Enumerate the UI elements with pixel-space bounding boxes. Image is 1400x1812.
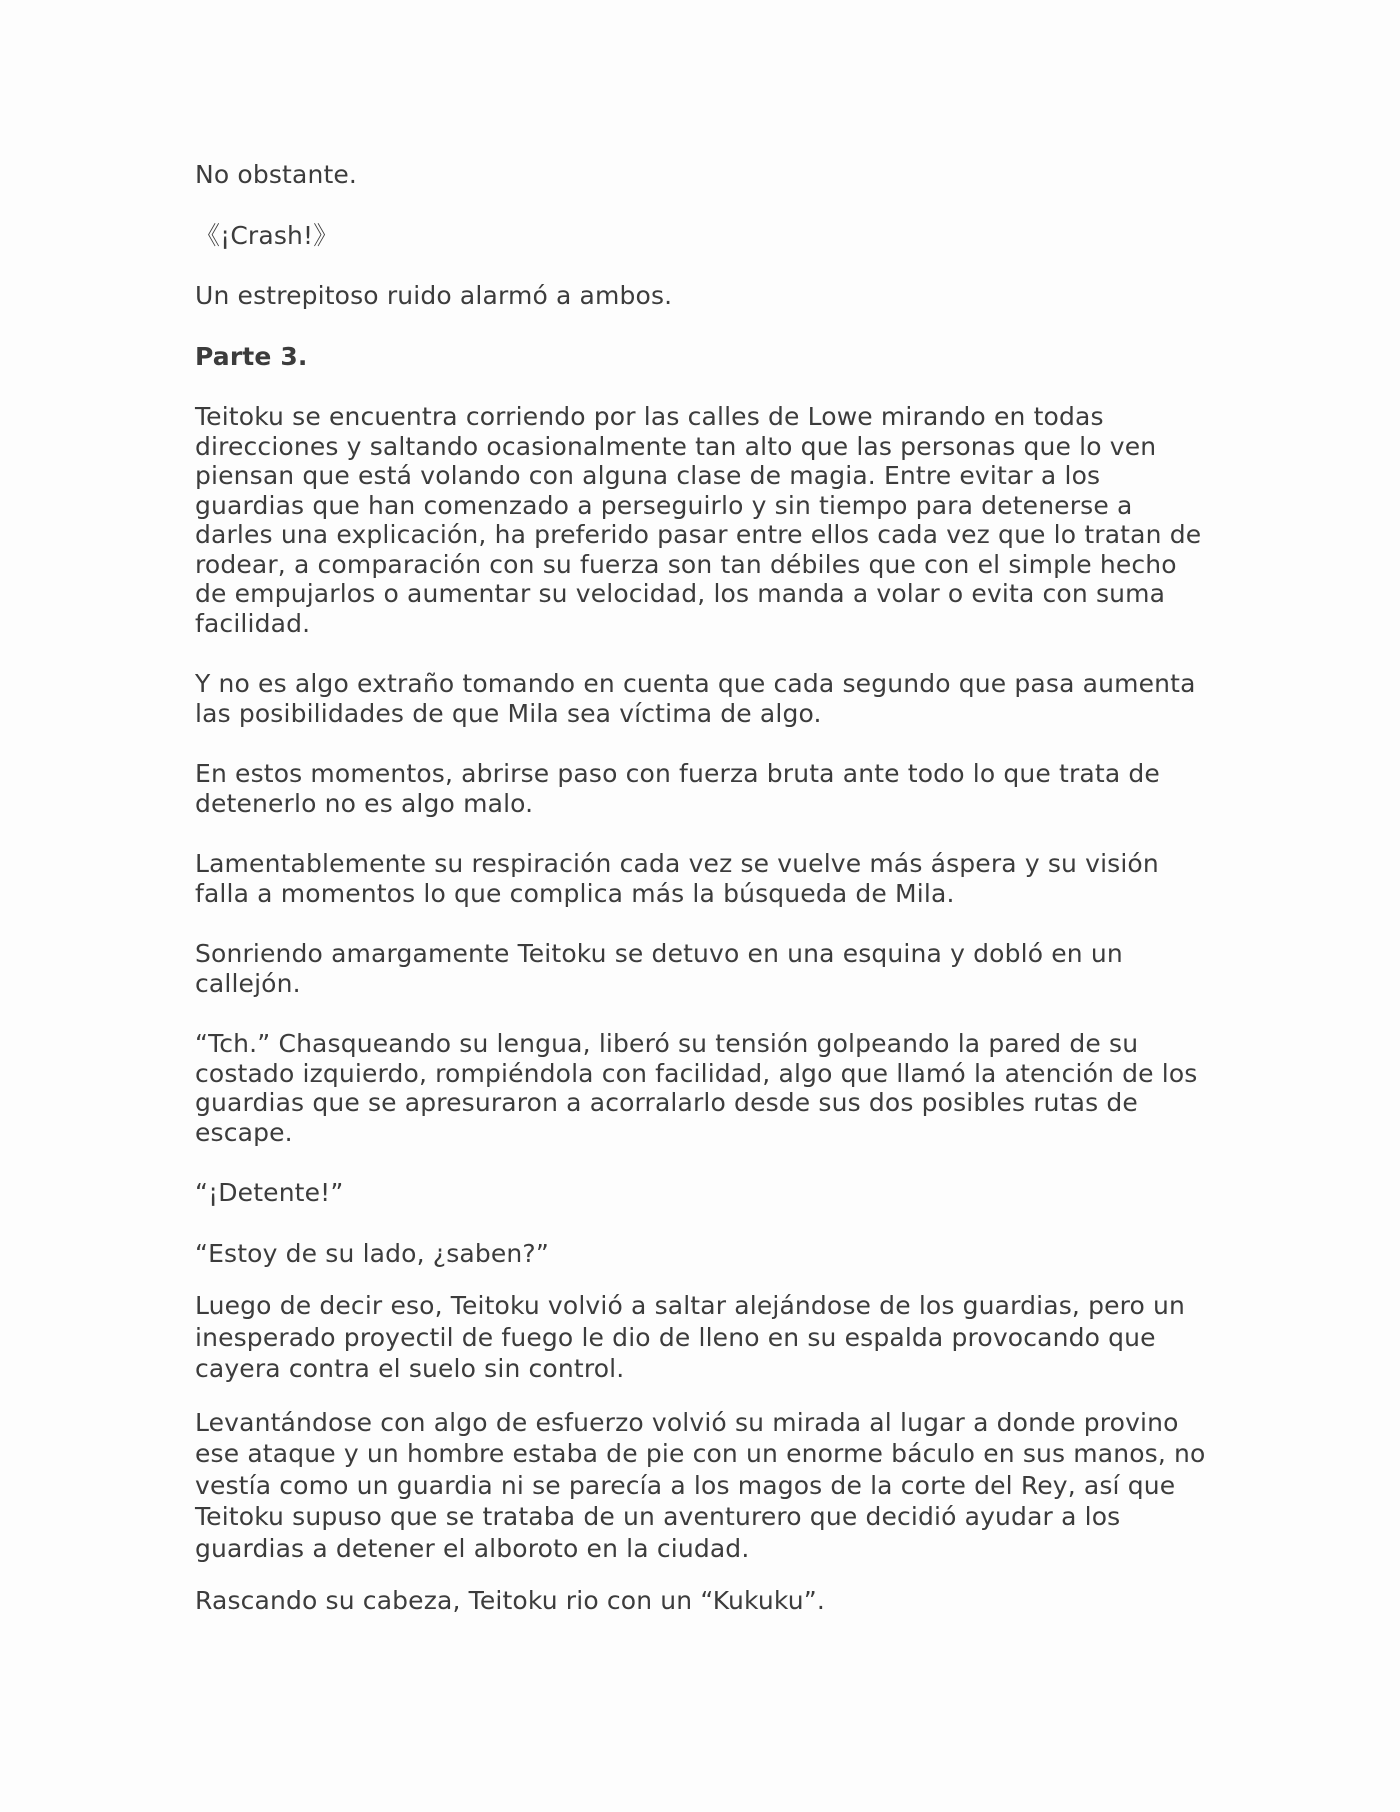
section-heading: Parte 3. — [195, 341, 308, 371]
paragraph-algo-extrano: Y no es algo extraño tomando en cuenta que cada segundo que pasa aumenta las posibilidades de que Mila sea víctima de algo. — [195, 669, 1196, 728]
paragraph-crash: 《¡Crash!》 — [195, 220, 339, 250]
paragraph-fuerza-bruta: En estos momentos, abrirse paso con fuerza bruta ante todo lo que trata de detenerlo no es algo malo. — [195, 759, 1160, 818]
paragraph-aventurero: Levantándose con algo de esfuerzo volvió su mirada al lugar a donde provino ese ataque y un hombre estaba de pie con un enorme báculo en sus manos, no vestía como un guardia ni se parecía a los magos de la corte del Rey, así que Teitoku supuso que se trataba de un aventurero que decidió ayudar a los guardias a detener el alboroto en la ciudad. — [195, 1407, 1206, 1563]
paragraph-no-obstante: No obstante. — [195, 160, 358, 189]
paragraph-detente: “¡Detente!” — [195, 1178, 344, 1207]
paragraph-teitoku-corriendo: Teitoku se encuentra corriendo por las calles de Lowe mirando en todas direcciones y saltando ocasionalmente tan alto que las personas que lo ven piensan que está volando con alguna clase de magia. Entre evitar a los guardias que han comenzado a perseguirlo y sin tiempo para detenerse a darles una explicación, ha preferido pasar entre ellos cada vez que lo tratan de rodear, a comparación con su fuerza son tan débiles que con el simple hecho de empujarlos o aumentar su velocidad, los manda a volar o evita con suma facilidad. — [195, 402, 1202, 638]
paragraph-tch: “Tch.” Chasqueando su lengua, liberó su tensión golpeando la pared de su costado izquierdo, rompiéndola con facilidad, algo que llamó la atención de los guardias que se apresuraron a acorralarlo desde sus dos posibles rutas de escape. — [195, 1029, 1198, 1147]
paragraph-kukuku: Rascando su cabeza, Teitoku rio con un “Kukuku”. — [195, 1586, 825, 1615]
paragraph-callejon: Sonriendo amargamente Teitoku se detuvo en una esquina y dobló en un callejón. — [195, 939, 1123, 998]
paragraph-proyectil: Luego de decir eso, Teitoku volvió a saltar alejándose de los guardias, pero un inesperado proyectil de fuego le dio de lleno en su espalda provocando que cayera contra el suelo sin control. — [195, 1291, 1186, 1383]
paragraph-ruido: Un estrepitoso ruido alarmó a ambos. — [195, 281, 673, 310]
paragraph-respiracion: Lamentablemente su respiración cada vez se vuelve más áspera y su visión falla a momentos lo que complica más la búsqueda de Mila. — [195, 849, 1159, 908]
paragraph-estoy-de-su-lado: “Estoy de su lado, ¿saben?” — [195, 1238, 549, 1268]
document-page — [195, 160, 1210, 1616]
